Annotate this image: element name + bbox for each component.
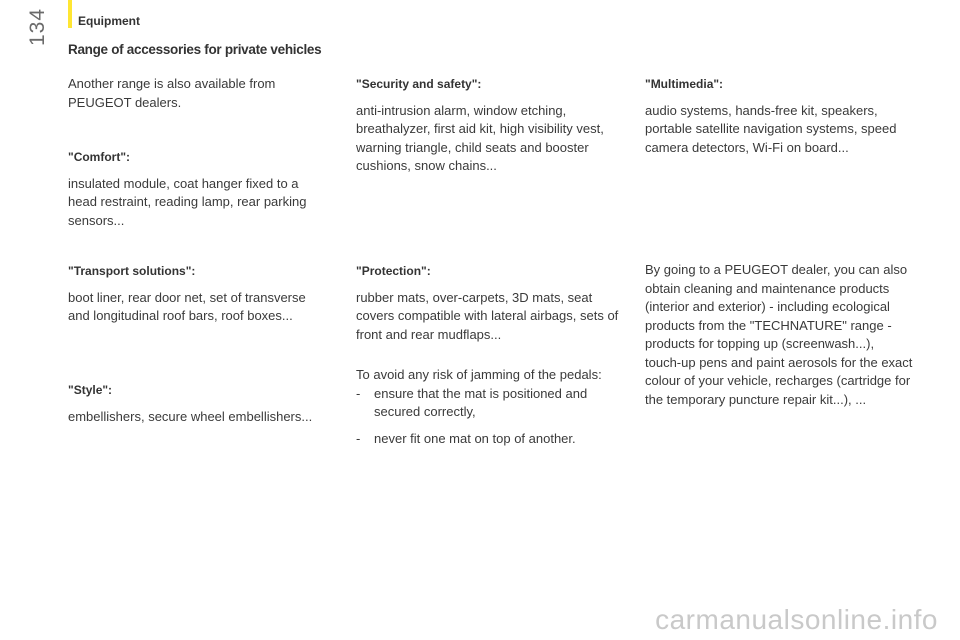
section-label: Equipment — [78, 14, 140, 28]
transport-heading: "Transport solutions": — [68, 264, 196, 278]
section-accent-bar — [68, 0, 72, 28]
list-item: - ensure that the mat is positioned and secured correctly, — [356, 385, 624, 422]
security-text: anti-intrusion alarm, window etching, breathalyzer, first aid kit, high visibility vest, warning triangle, child seats and booster cushions, snow chains... — [356, 102, 604, 173]
protection-block — [356, 262, 624, 344]
watermark: carmanualsonline.info — [655, 604, 938, 635]
multimedia-block — [645, 75, 915, 157]
multimedia-heading: "Multimedia": — [645, 77, 724, 91]
page-number: 134 — [26, 7, 49, 46]
comfort-heading: "Comfort": — [68, 150, 131, 164]
style-text: embellishers, secure wheel embellishers... — [68, 408, 313, 424]
list-item: - never fit one mat on top of another. — [356, 430, 624, 449]
pedals-list — [356, 385, 624, 449]
pedals-block — [356, 366, 624, 456]
intro-block — [68, 75, 328, 112]
transport-text: boot liner, rear door net, set of transverse and longitudinal roof bars, roof boxes... — [68, 289, 306, 323]
style-block — [68, 381, 338, 426]
protection-text: rubber mats, over-carpets, 3D mats, seat covers compatible with lateral airbags, sets of front and rear mudflaps... — [356, 289, 619, 342]
dealer-text: By going to a PEUGEOT dealer, you can also obtain cleaning and maintenance products (interior and exterior) - including ecological products from the "TECHNATURE" range - products for topping up (screenwash...), touch-up pens and paint aerosols for the exact colour of your vehicle, recharges (cartridge for the temporary puncture repair kit...), ... — [645, 262, 913, 407]
security-heading: "Security and safety": — [356, 77, 482, 91]
comfort-block — [68, 148, 328, 230]
multimedia-text: audio systems, hands-free kit, speakers, portable satellite navigation systems, speed camera detectors, Wi-Fi on board... — [645, 102, 897, 155]
security-block — [356, 75, 624, 176]
page-title: Range of accessories for private vehicles — [68, 42, 322, 57]
style-heading: "Style": — [68, 383, 113, 397]
comfort-text: insulated module, coat hanger fixed to a head restraint, reading lamp, rear parking sensors... — [68, 175, 307, 228]
protection-heading: "Protection": — [356, 264, 431, 278]
intro-text: Another range is also available from PEUGEOT dealers. — [68, 76, 276, 110]
dealer-block — [645, 261, 913, 409]
transport-block — [68, 262, 328, 326]
pedals-intro: To avoid any risk of jamming of the pedals: — [356, 367, 602, 382]
